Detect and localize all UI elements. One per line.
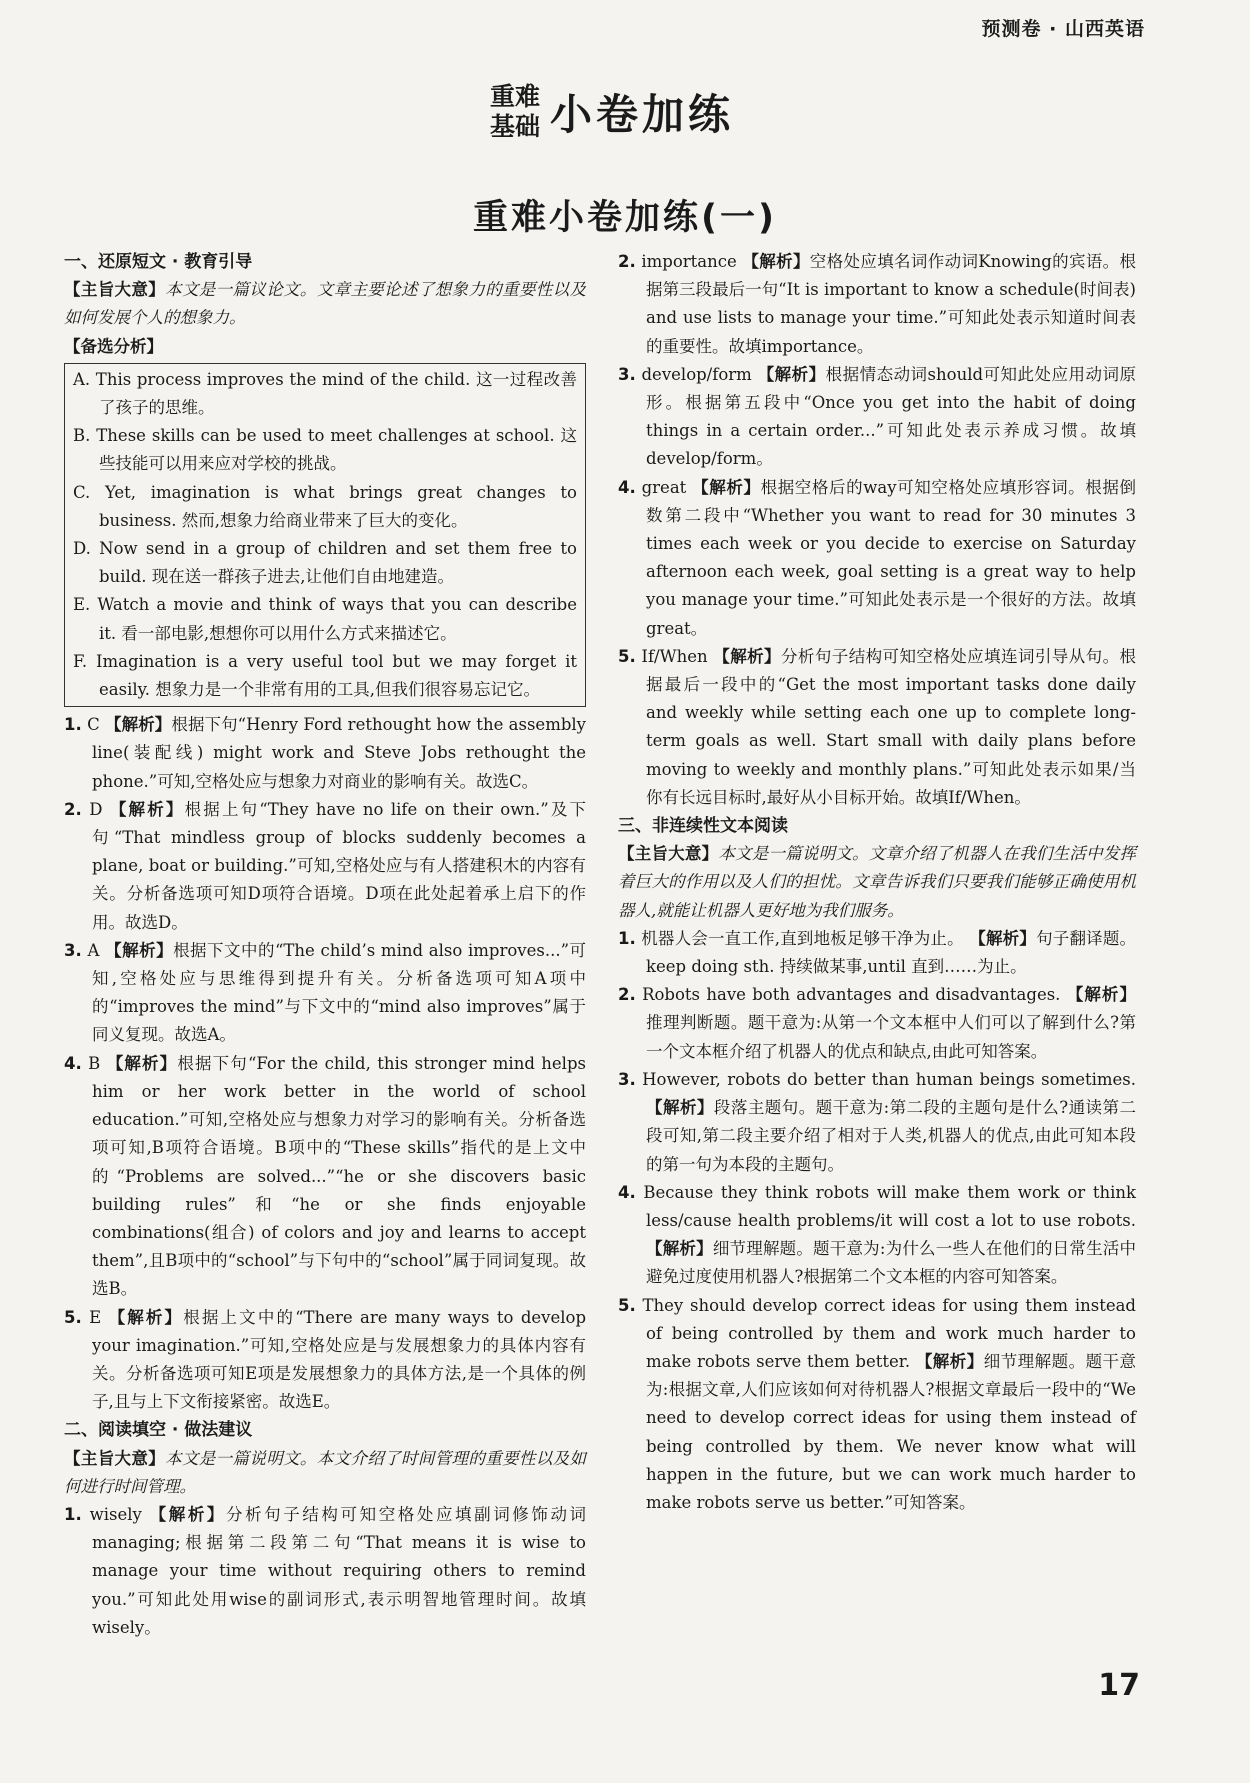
option-f: F. Imagination is a very useful tool but we may forget it easily. 想象力是一个非常有用的工具,但我们很容易忘记它。	[73, 651, 577, 700]
answer-number: 2.	[618, 985, 636, 1005]
option-d: D. Now send in a group of children and set them free to build. 现在送一群孩子进去,让他们自由地建造。	[73, 539, 577, 587]
section-3-heading: 三、非连续性文本阅读	[618, 816, 788, 837]
analysis-label: 【解析】	[105, 715, 172, 735]
analysis-text: 根据上句“They have no life on their own.”及下句“That mindless group of blocks suddenly becomes a plane, boat or building.”可知,空格处应与有人搭建积木的内容有关。分析备选项可知D项符合语境。D项在此处起着承上启下的作用。故选D。	[92, 799, 587, 932]
answer-item	[618, 1292, 1136, 1518]
analysis-label: 【解析】	[108, 1307, 184, 1327]
answer-key: 机器人会一直工作,直到地板足够干净为止。	[641, 928, 964, 948]
answer-key: B	[88, 1053, 101, 1073]
answer-number: 5.	[618, 646, 636, 666]
answer-number: 3.	[618, 1069, 636, 1089]
analysis-label: 【解析】	[109, 799, 185, 819]
answer-item	[618, 248, 1136, 361]
section-2-main-idea	[64, 1445, 586, 1501]
answer-item	[618, 1066, 1136, 1179]
analysis-text: 细节理解题。题干意为:为什么一些人在他们的日常生活中避免过度使用机器人?根据第二个文本框的内容可知答案。	[646, 1239, 1137, 1287]
answer-key: They should develop correct ideas for using them instead of being controlled by them and work much harder to make robots serve them better.	[642, 1295, 1136, 1371]
analysis-text: 空格处应填名词作动词Knowing的宾语。根据第三段最后一句“It is important to know a schedule(时间表) and use lists to manage your time.”可知此处表示知道时间表的重要性。故填importance。	[646, 252, 1137, 356]
answer-number: 1.	[64, 1504, 82, 1524]
analysis-text: 推理判断题。题干意为:从第一个文本框中人们可以了解到什么?第一个文本框介绍了机器人的优点和缺点,由此可知答案。	[646, 1013, 1136, 1061]
analysis-label: 【解析】	[106, 1053, 178, 1073]
main-idea-label: 【主旨大意】	[618, 844, 719, 864]
answer-item	[64, 1050, 586, 1304]
section-title	[490, 82, 734, 142]
answer-number: 3.	[64, 940, 82, 960]
answer-key: importance	[641, 252, 737, 271]
option-b: B. These skills can be used to meet challenges at school. 这些技能可以用来应对学校的挑战。	[73, 426, 577, 474]
analysis-label: 【解析】	[692, 477, 761, 497]
answer-key: However, robots do better than human beings sometimes.	[642, 1069, 1137, 1089]
title-small	[490, 82, 540, 142]
title-small-line2: 基础	[490, 112, 541, 141]
options-analysis-label: 【备选分析】	[64, 336, 163, 356]
answer-number: 2.	[64, 799, 82, 819]
right-column	[618, 248, 1136, 1517]
answer-item	[64, 1304, 586, 1417]
answer-item	[64, 796, 586, 937]
answer-item	[618, 1179, 1136, 1292]
title-small-line1: 重难	[490, 82, 541, 111]
answer-number: 5.	[64, 1307, 82, 1327]
options-box	[64, 363, 586, 707]
answer-key: D	[89, 799, 103, 819]
answer-key: Because they think robots will make them work or think less/cause health problems/it will cost a lot to use robots.	[643, 1182, 1136, 1230]
main-idea-text: 本文是一篇说明文。本文介绍了时间管理的重要性以及如何进行时间管理。	[64, 1448, 587, 1496]
answer-number: 4.	[64, 1053, 82, 1073]
analysis-text: 根据下句“Henry Ford rethought how the assembly line(装配线) might work and Steve Jobs rethought the phone.”可知,空格处应与想象力对商业的影响有关。故选C。	[92, 715, 586, 791]
analysis-label: 【解析】	[149, 1504, 227, 1524]
analysis-text: 句子翻译题。keep doing sth. 持续做某事,until 直到……为止。	[646, 928, 1137, 977]
analysis-label: 【解析】	[646, 1098, 714, 1118]
analysis-text: 段落主题句。题干意为:第二段的主题句是什么?通读第二段可知,第二段主要介绍了相对于人类,机器人的优点,由此可知本段的第一句为本段的主题句。	[646, 1098, 1136, 1174]
section-3-main-idea	[618, 840, 1136, 925]
analysis-label: 【解析】	[969, 928, 1037, 948]
analysis-text: 根据上文中的“There are many ways to develop your imagination.”可知,空格处应是与发展想象力的具体内容有关。分析备选项可知E项是发展想象力的具体方法,是一个具体的例子,且与上下文衔接紧密。故选E。	[92, 1307, 587, 1412]
analysis-text: 细节理解题。题干意为:根据文章,人们应该如何对待机器人?根据文章最后一段中的“We need to develop correct ideas for using them instead of being controlled by them. We never know what will happen in the future, but we can work much harder to make robots serve us better.”可知答案。	[646, 1351, 1137, 1512]
answer-item	[64, 937, 586, 1050]
answer-number: 5.	[618, 1295, 636, 1315]
answer-key: A	[87, 940, 100, 960]
analysis-label: 【解析】	[1066, 985, 1137, 1005]
analysis-label: 【解析】	[915, 1351, 984, 1371]
analysis-text: 分析句子结构可知空格处应填连词引导从句。根据最后一段中的“Get the most important tasks done daily and weekly while setting each one up to complete long-term goals as well. Start small with daily plans before moving to weekly and monthly plans.”可知此处表示如果/当你有长远目标时,最好从小目标开始。故填If/When。	[646, 646, 1137, 807]
answer-item	[618, 925, 1136, 981]
answer-key: great	[641, 477, 687, 497]
answer-key: Robots have both advantages and disadvantages.	[642, 985, 1061, 1005]
answer-key: C	[87, 715, 100, 735]
answer-item	[64, 711, 586, 796]
answer-item	[618, 643, 1136, 812]
page-number: 17	[1098, 1668, 1140, 1703]
answer-number: 4.	[618, 477, 636, 497]
answer-item	[618, 981, 1136, 1066]
answer-key: If/When	[641, 646, 708, 666]
answer-number: 1.	[64, 715, 82, 735]
main-idea-label: 【主旨大意】	[64, 1448, 166, 1468]
answer-number: 3.	[618, 364, 636, 384]
answer-item	[618, 474, 1136, 643]
answer-number: 4.	[618, 1182, 636, 1202]
option-e: E. Watch a movie and think of ways that you can describe it. 看一部电影,想想你可以用什么方式来描述它。	[73, 595, 577, 643]
section-1-heading: 一、还原短文 · 教育引导	[64, 252, 253, 272]
analysis-text: 根据空格后的way可知空格处应填形容词。根据倒数第二段中“Whether you want to read for 30 minutes 3 times each week or you decide to exercise on Saturday afternoon each week, goal setting is a great way to help you manage your time.”可知此处表示是一个很好的方法。故填great。	[646, 477, 1137, 638]
analysis-label: 【解析】	[105, 940, 174, 960]
option-a: A. This process improves the mind of the child. 这一过程改善了孩子的思维。	[73, 369, 577, 418]
left-column	[64, 248, 586, 1642]
answer-number: 2.	[618, 252, 636, 271]
option-c: C. Yet, imagination is what brings great changes to business. 然而,想象力给商业带来了巨大的变化。	[73, 482, 577, 530]
analysis-text: 根据情态动词should可知此处应用动词原形。根据第五段中“Once you get into the habit of doing things in a certain order...”可知此处表示养成习惯。故填develop/form。	[646, 364, 1137, 469]
analysis-label: 【解析】	[713, 646, 781, 666]
header-series-label: 预测卷 · 山西英语	[981, 18, 1145, 40]
page-subtitle: 重难小卷加练(一)	[473, 198, 777, 238]
main-idea-label: 【主旨大意】	[64, 280, 166, 300]
answer-key: wisely	[89, 1504, 142, 1524]
answer-number: 1.	[618, 928, 636, 948]
answer-item	[618, 361, 1136, 474]
answer-item	[64, 1501, 586, 1642]
analysis-label: 【解析】	[757, 364, 826, 384]
analysis-label: 【解析】	[646, 1239, 713, 1259]
answer-key: develop/form	[641, 364, 752, 384]
answer-key: E	[89, 1307, 102, 1327]
title-big: 小卷加练	[550, 90, 735, 139]
analysis-text: 分析句子结构可知空格处应填副词修饰动词managing;根据第二段第二句“That means it is wise to manage your time without requiring others to remind you.”可知此处用wise的副词形式,表示明智地管理时间。故填wisely。	[92, 1504, 587, 1637]
analysis-text: 根据下文中的“The child’s mind also improves...”可知,空格处应与思维得到提升有关。分析备选项可知A项中的“improves the mind”与下文中的“mind also improves”属于同义复现。故选A。	[92, 940, 587, 1045]
analysis-text: 根据下句“For the child, this stronger mind helps him or her work better in the world of school education.”可知,空格处应与想象力对学习的影响有关。分析备选项可知,B项符合语境。B项中的“These skills”指代的是上文中的“Problems are solved...”“he or she discovers basic building rules”和“he or she finds enjoyable combinations(组合) of colors and joy and learns to accept them”,且B项中的“school”与下句中的“school”属于同词复现。故选B。	[92, 1053, 586, 1299]
section-1-main-idea	[64, 276, 586, 332]
analysis-label: 【解析】	[742, 252, 810, 271]
section-2-heading: 二、阅读填空 · 做法建议	[64, 1420, 253, 1441]
main-idea-text: 本文是一篇说明文。文章介绍了机器人在我们生活中发挥着巨大的作用以及人们的担忧。文章告诉我们只要我们能够正确使用机器人,就能让机器人更好地为我们服务。	[618, 844, 1137, 920]
main-idea-text: 本文是一篇议论文。文章主要论述了想象力的重要性以及如何发展个人的想象力。	[64, 280, 587, 328]
